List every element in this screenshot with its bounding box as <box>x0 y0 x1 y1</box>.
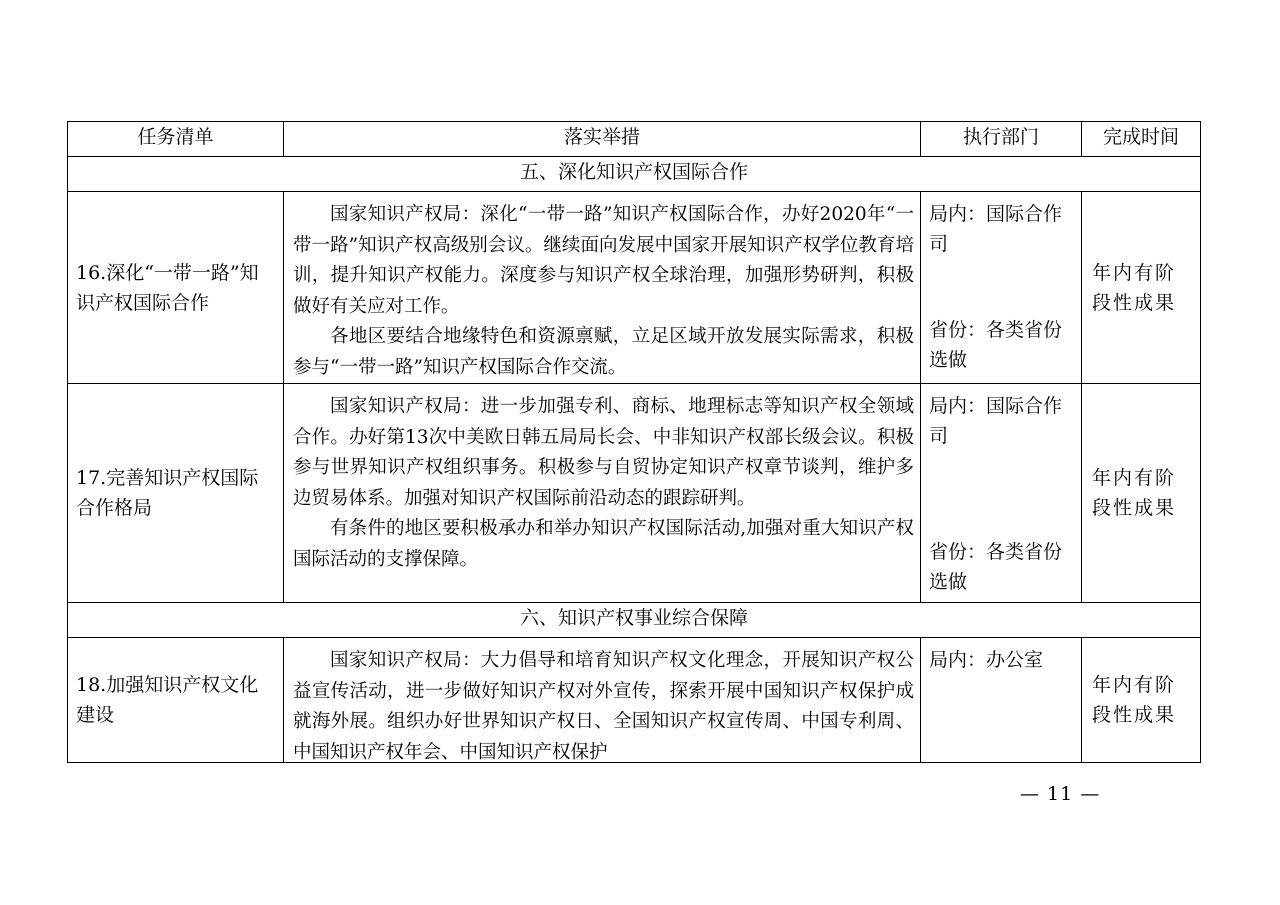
task-name: 16.深化“一带一路”知识产权国际合作 <box>76 261 259 314</box>
dept-local: 局内：国际合作司 <box>929 203 1063 255</box>
measure-paragraph: 国家知识产权局：大力倡导和培育知识产权文化理念，开展知识产权公益宣传活动，进一步做好知识产权对外宣传，探索开展中国知识产权保护成就海外展。组织办好世界知识产权日、全国知识产权宣传周、中国专利周、中国知识产权年会、中国知识产权保护 <box>293 650 914 763</box>
dept-local: 局内：国际合作司 <box>929 395 1063 447</box>
task-name: 17.完善知识产权国际合作格局 <box>76 467 259 519</box>
dept-cell <box>921 638 1082 763</box>
measure-cell <box>284 638 921 763</box>
task-name: 18.加强知识产权文化建设 <box>76 674 259 726</box>
measure-paragraph: 各地区要结合地缘特色和资源禀赋，立足区域开放发展实际需求，积极参与“一带一路”知识产权国际合作交流。 <box>293 326 914 378</box>
measure-cell <box>284 192 921 384</box>
time-cell <box>1082 192 1201 384</box>
table-row <box>68 384 1201 603</box>
dept-cell <box>921 192 1082 384</box>
header-measure: 落实举措 <box>284 122 921 157</box>
measure-paragraph: 国家知识产权局：深化“一带一路”知识产权国际合作，办好2020年“一带一路”知识产权高级别会议。继续面向发展中国家开展知识产权学位教育培训，提升知识产权能力。深度参与知识产权全球治理，加强形势研判，积极做好有关应对工作。 <box>293 204 914 317</box>
measure-paragraph: 有条件的地区要积极承办和举办知识产权国际活动,加强对重大知识产权国际活动的支撑保障。 <box>293 518 914 570</box>
time-cell <box>1082 384 1201 603</box>
table-row <box>68 192 1201 384</box>
task-cell <box>68 192 284 384</box>
section-row-six <box>68 603 1201 638</box>
header-dept: 执行部门 <box>921 122 1082 157</box>
dept-province: 省份：各类省份选做 <box>929 319 1063 371</box>
task-cell <box>68 384 284 603</box>
section-row-five <box>68 157 1201 192</box>
section-title: 五、深化知识产权国际合作 <box>68 157 1201 192</box>
measure-paragraph: 国家知识产权局：进一步加强专利、商标、地理标志等知识产权全领域合作。办好第13次中美欧日韩五局局长会、中非知识产权部长级会议。积极参与世界知识产权组织事务。积极参与自贸协定知识产权章节谈判，维护多边贸易体系。加强对知识产权国际前沿动态的跟踪研判。 <box>293 396 914 509</box>
task-table <box>67 121 1201 763</box>
completion-time: 年内有阶段性成果 <box>1092 261 1177 314</box>
section-title: 六、知识产权事业综合保障 <box>68 603 1201 638</box>
dept-province: 省份：各类省份选做 <box>929 541 1063 593</box>
table-row <box>68 638 1201 763</box>
dept-cell <box>921 384 1082 603</box>
time-cell <box>1082 638 1201 763</box>
header-time: 完成时间 <box>1082 122 1201 157</box>
dept-local: 局内：办公室 <box>929 649 1044 671</box>
measure-cell <box>284 384 921 603</box>
table-header-row <box>68 122 1201 157</box>
header-task: 任务清单 <box>68 122 284 157</box>
page-number: — 11 — <box>1020 783 1101 805</box>
task-cell <box>68 638 284 763</box>
completion-time: 年内有阶段性成果 <box>1092 674 1177 726</box>
completion-time: 年内有阶段性成果 <box>1092 467 1177 519</box>
